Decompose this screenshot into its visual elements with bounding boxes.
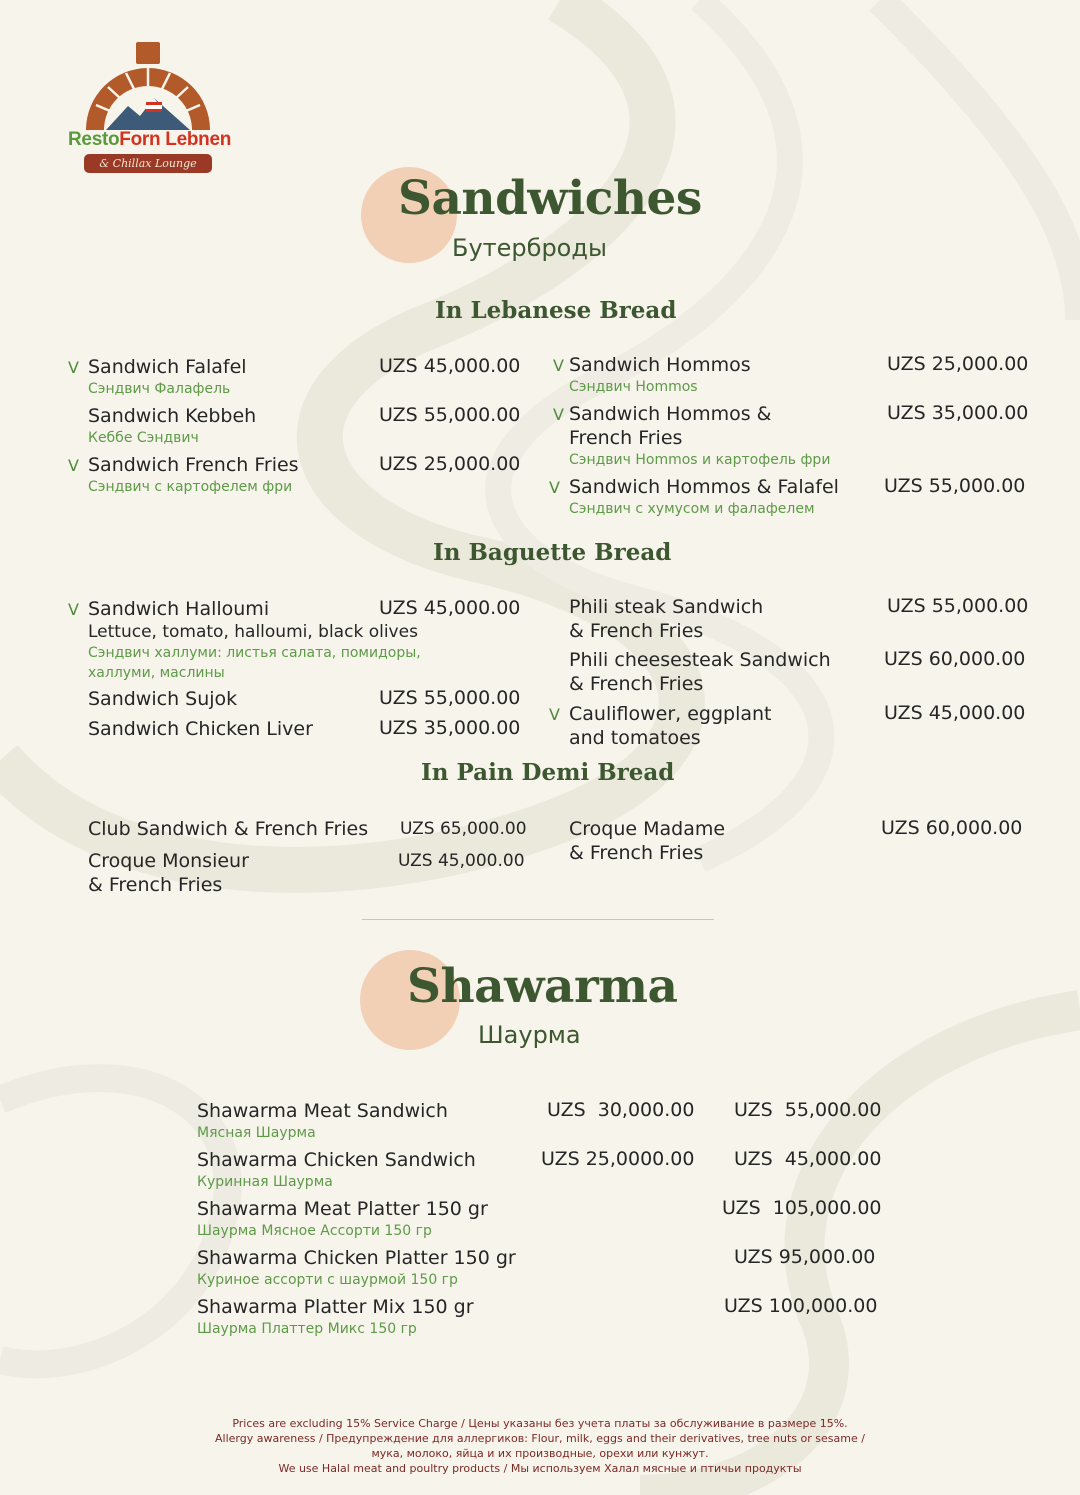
vegetarian-mark: V bbox=[549, 478, 560, 497]
item-price: UZS 35,000.00 bbox=[379, 717, 521, 739]
section-divider bbox=[362, 919, 714, 920]
menu-item bbox=[197, 1246, 516, 1290]
item-price-sandwich: UZS 30,000.00 bbox=[547, 1099, 695, 1121]
menu-item bbox=[569, 595, 763, 643]
menu-item bbox=[68, 597, 421, 683]
menu-item bbox=[88, 687, 237, 711]
shawarma-title: Shawarma bbox=[407, 959, 678, 1014]
item-price: UZS 45,000.00 bbox=[379, 355, 521, 377]
item-price: UZS 100,000.00 bbox=[724, 1295, 878, 1317]
item-price: UZS 60,000.00 bbox=[881, 817, 1023, 839]
menu-item bbox=[68, 355, 247, 399]
item-name-line2: & French Fries bbox=[569, 842, 704, 864]
item-name: Sandwich Hommos & bbox=[569, 403, 772, 425]
menu-item bbox=[88, 717, 313, 741]
item-price: UZS 55,000.00 bbox=[379, 687, 521, 709]
item-name: Phili cheesesteak Sandwich bbox=[569, 649, 831, 671]
item-name-ru: Кеббе Сэндвич bbox=[88, 430, 199, 446]
item-name-line2: French Fries bbox=[569, 427, 683, 449]
menu-item bbox=[197, 1148, 476, 1192]
menu-item bbox=[88, 849, 249, 897]
logo-wordmark: RestoForn Lebnen bbox=[68, 129, 232, 150]
logo-tagline-badge: & Chillax Lounge bbox=[84, 154, 212, 173]
item-name: Sandwich Falafel bbox=[88, 356, 247, 378]
lebanese-bread-heading: In Lebanese Bread bbox=[435, 297, 677, 324]
shawarma-subtitle: Шаурма bbox=[478, 1021, 581, 1049]
menu-item bbox=[88, 817, 368, 841]
item-name: Cauliflower, eggplant bbox=[569, 703, 772, 725]
item-name: Sandwich Kebbeh bbox=[88, 405, 257, 427]
item-name: Shawarma Platter Mix 150 gr bbox=[197, 1296, 474, 1318]
item-name-ru: Сэндвич Hommos bbox=[569, 379, 698, 395]
menu-item bbox=[569, 648, 831, 696]
oven-arch-icon bbox=[66, 40, 266, 135]
menu-item bbox=[549, 702, 772, 750]
menu-item bbox=[549, 475, 839, 519]
item-name: Shawarma Chicken Platter 150 gr bbox=[197, 1247, 516, 1269]
item-name: Sandwich Chicken Liver bbox=[88, 718, 313, 740]
vegetarian-mark: V bbox=[553, 356, 564, 375]
item-name: Croque Monsieur bbox=[88, 850, 249, 872]
item-price: UZS 45,000.00 bbox=[398, 851, 525, 871]
item-price: UZS 25,000.00 bbox=[887, 353, 1029, 375]
menu-item bbox=[569, 817, 725, 865]
item-name: Sandwich Hommos bbox=[569, 354, 751, 376]
item-name-line2: & French Fries bbox=[569, 620, 704, 642]
item-name: Croque Madame bbox=[569, 818, 726, 840]
item-price: UZS 55,000.00 bbox=[884, 475, 1026, 497]
vegetarian-mark: V bbox=[553, 405, 564, 424]
menu-item bbox=[68, 453, 299, 497]
allergy-note-ru: мука, молоко, яйца и их производные, орехи или кунжут. bbox=[371, 1447, 709, 1460]
restaurant-logo bbox=[66, 40, 266, 180]
item-price: UZS 65,000.00 bbox=[400, 819, 527, 839]
item-name: Shawarma Chicken Sandwich bbox=[197, 1149, 476, 1171]
item-name: Club Sandwich & French Fries bbox=[88, 818, 369, 840]
item-price-sandwich: UZS 25,0000.00 bbox=[541, 1148, 695, 1170]
vegetarian-mark: V bbox=[68, 600, 79, 619]
item-name-ru: Сэндвич Hommos и картофель фри bbox=[569, 452, 831, 468]
item-name-line2: and tomatoes bbox=[569, 727, 701, 749]
item-price: UZS 35,000.00 bbox=[887, 402, 1029, 424]
item-name-ru: Сэндвич Фалафель bbox=[88, 381, 231, 397]
item-name: Shawarma Meat Sandwich bbox=[197, 1100, 448, 1122]
item-name-ru: Шаурма Платтер Микс 150 гр bbox=[197, 1321, 417, 1337]
menu-item bbox=[88, 404, 256, 448]
item-price: UZS 45,000.00 bbox=[884, 702, 1026, 724]
halal-note: We use Halal meat and poultry products / Мы используем Халал мясные и птичьи продукты bbox=[278, 1462, 802, 1475]
item-name-line2: & French Fries bbox=[569, 673, 704, 695]
item-name-ru: Куринная Шаурма bbox=[197, 1174, 333, 1190]
item-name: Sandwich Halloumi bbox=[88, 598, 270, 620]
item-name-line2: & French Fries bbox=[88, 874, 223, 896]
service-charge-note: Prices are excluding 15% Service Charge / Цены указаны без учета платы за обслуживание в размере 15%. bbox=[232, 1417, 848, 1430]
menu-item bbox=[553, 353, 751, 397]
menu-item bbox=[197, 1295, 474, 1339]
item-price: UZS 95,000.00 bbox=[734, 1246, 876, 1268]
item-name: Shawarma Meat Platter 150 gr bbox=[197, 1198, 488, 1220]
item-name-ru: Шаурма Мясное Ассорти 150 гр bbox=[197, 1223, 432, 1239]
item-price: UZS 55,000.00 bbox=[887, 595, 1029, 617]
sandwiches-subtitle: Бутерброды bbox=[452, 234, 607, 262]
item-name: Phili steak Sandwich bbox=[569, 596, 764, 618]
item-price: UZS 25,000.00 bbox=[379, 453, 521, 475]
item-price: UZS 60,000.00 bbox=[884, 648, 1026, 670]
allergy-note: Allergy awareness / Предупреждение для аллергиков: Flour, milk, eggs and their derivatives, tree nuts or sesame / bbox=[215, 1432, 865, 1445]
sandwiches-title: Sandwiches bbox=[398, 171, 702, 226]
item-price: UZS 55,000.00 bbox=[379, 404, 521, 426]
item-description: Lettuce, tomato, halloumi, black olives bbox=[88, 622, 418, 642]
item-name: Sandwich Sujok bbox=[88, 688, 238, 710]
footer-notes bbox=[0, 1416, 1080, 1476]
pain-demi-bread-heading: In Pain Demi Bread bbox=[421, 759, 675, 786]
menu-item bbox=[553, 402, 831, 470]
vegetarian-mark: V bbox=[68, 358, 79, 377]
item-price-large: UZS 45,000.00 bbox=[734, 1148, 882, 1170]
menu-item bbox=[197, 1099, 448, 1143]
item-name-ru: Куриное ассорти с шаурмой 150 гр bbox=[197, 1272, 458, 1288]
item-description-ru-line2: халлуми, маслины bbox=[88, 665, 225, 681]
item-name-ru: Сэндвич с хумусом и фалафелем bbox=[569, 501, 815, 517]
item-price-large: UZS 55,000.00 bbox=[734, 1099, 882, 1121]
item-price: UZS 105,000.00 bbox=[722, 1197, 882, 1219]
baguette-bread-heading: In Baguette Bread bbox=[433, 539, 672, 566]
item-name: Sandwich Hommos & Falafel bbox=[569, 476, 839, 498]
item-name: Sandwich French Fries bbox=[88, 454, 299, 476]
item-name-ru: Сэндвич с картофелем фри bbox=[88, 479, 293, 495]
item-price: UZS 45,000.00 bbox=[379, 597, 521, 619]
vegetarian-mark: V bbox=[68, 456, 79, 475]
vegetarian-mark: V bbox=[549, 705, 560, 724]
item-name-ru: Мясная Шаурма bbox=[197, 1125, 316, 1141]
item-description-ru: Сэндвич халлуми: листья салата, помидоры, bbox=[88, 645, 421, 661]
menu-item bbox=[197, 1197, 488, 1241]
